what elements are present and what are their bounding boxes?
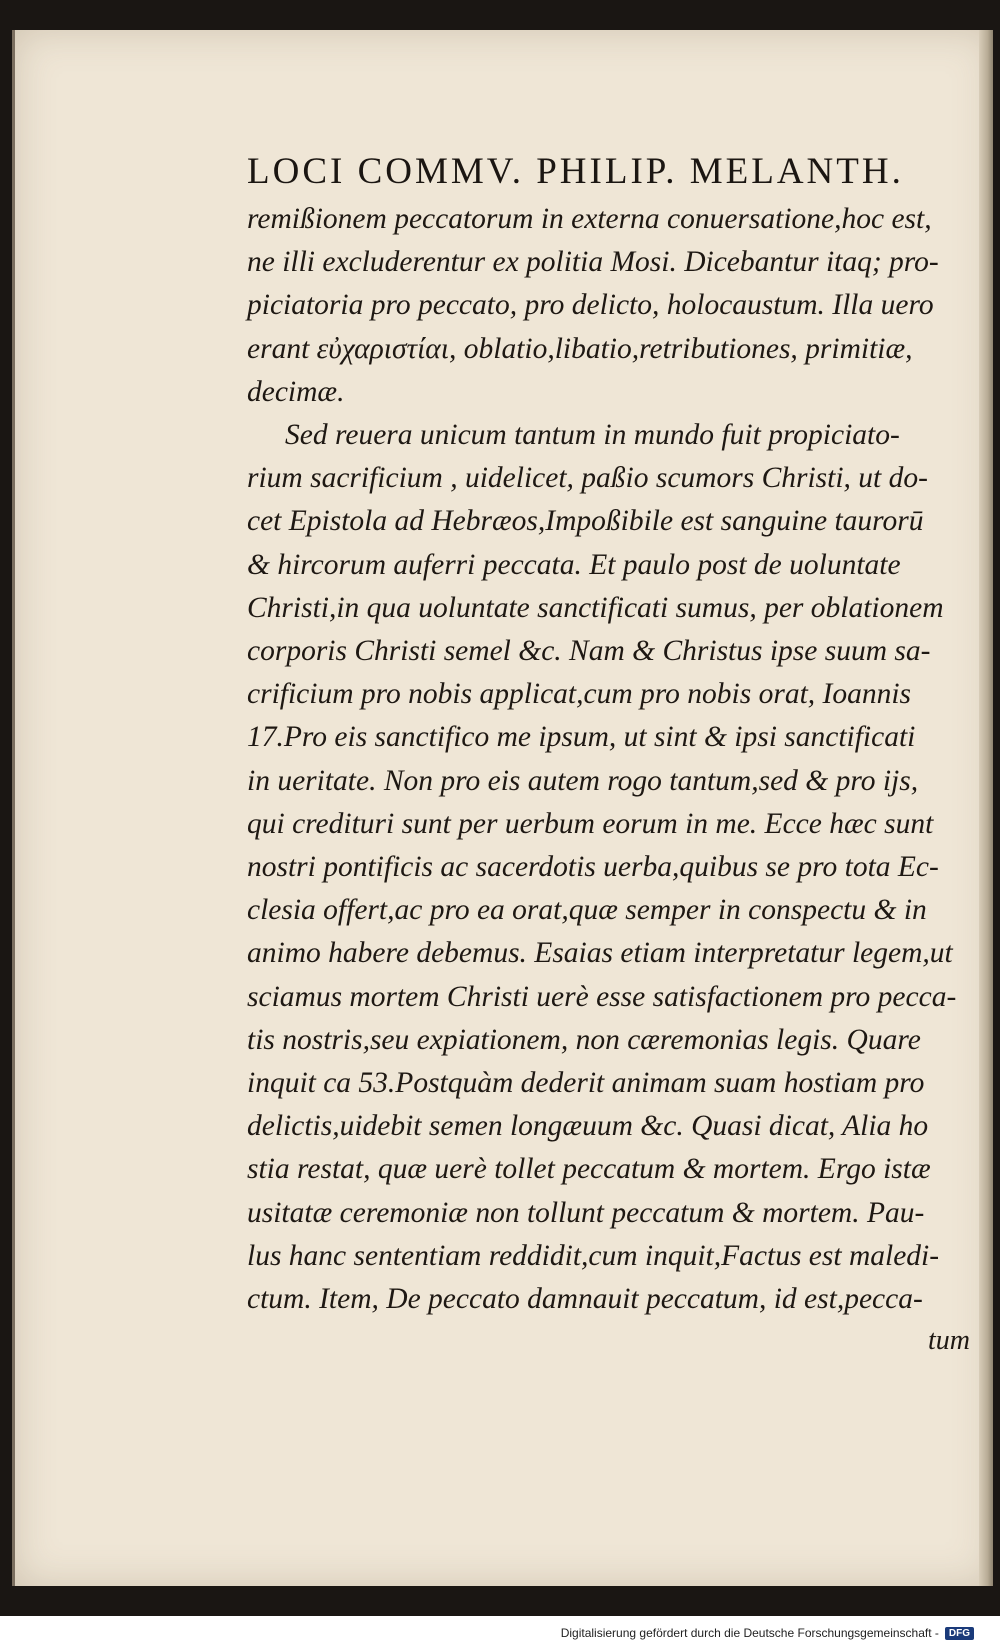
footer-text: Digitalisierung gefördert durch die Deutsche Forschungsgemeinschaft -: [560, 1626, 939, 1640]
text-line: decimæ.: [247, 375, 345, 408]
text-line: tis nostris,seu expiationem, non cæremonias legis. Quare: [247, 1023, 921, 1056]
text-line: usitatæ ceremoniæ non tollunt peccatum & mortem. Pau-: [247, 1196, 925, 1229]
dfg-logo: DFG: [945, 1627, 974, 1640]
text-line: inquit ca 53.Postquàm dederit animam suam hostiam pro: [247, 1067, 925, 1100]
text-line: & hircorum auferri peccata. Et paulo post de uoluntate: [247, 548, 901, 581]
text-line: cet Epistola ad Hebræos,Impoßibile est sanguine taurorū: [247, 505, 924, 538]
text-line: delictis,uidebit semen longæuum &c. Quasi dicat, Alia ho: [247, 1110, 929, 1143]
text-line: qui credituri sunt per uerbum eorum in me. Ecce hæc sunt: [247, 807, 934, 840]
text-line: nostri pontificis ac sacerdotis uerba,quibus se pro tota Ec-: [247, 851, 939, 884]
text-line: 17.Pro eis sanctifico me ipsum, ut sint & ipsi sanctificati: [247, 721, 916, 754]
text-line: corporis Christi semel &c. Nam & Christus ipse suum sa-: [247, 635, 931, 668]
text-line: lus hanc sententiam reddidit,cum inquit,Factus est maledi-: [247, 1239, 940, 1272]
text-line: piciatoria pro peccato, pro delicto, holocaustum. Illa uero: [247, 289, 934, 322]
text-line: ne illi excluderentur ex politia Mosi. Dicebantur itaq; pro-: [247, 246, 939, 279]
text-line: Christi,in qua uoluntate sanctificati sumus, per oblationem: [247, 591, 944, 624]
text-line: sciamus mortem Christi uerè esse satisfactionem pro pecca-: [247, 980, 957, 1013]
running-head: LOCI COMMV. PHILIP. MELANTH.: [247, 151, 904, 192]
text-line: clesia offert,ac pro ea orat,quæ semper in conspectu & in: [247, 894, 927, 927]
book-page: [12, 30, 993, 1586]
text-line: ctum. Item, De peccato damnauit peccatum, id est,pecca-: [247, 1283, 923, 1316]
text-line: animo habere debemus. Esaias etiam interpretatur legem,ut: [247, 937, 953, 970]
text-line: crificium pro nobis applicat,cum pro nobis orat, Ioannis: [247, 678, 912, 711]
text-line: stia restat, quæ uerè tollet peccatum & mortem. Ergo istæ: [247, 1153, 931, 1186]
text-block: [247, 148, 982, 1361]
text-line: erant εὐχαριστίαι, oblatio,libatio,retributiones, primitiæ,: [247, 332, 913, 365]
catchword: tum: [928, 1325, 970, 1357]
text-line: remißionem peccatorum in externa conuersatione,hoc est,: [247, 203, 932, 235]
footer-credit: [561, 1626, 974, 1640]
body-text: [247, 198, 982, 1321]
text-line: rium sacrificium , uidelicet, paßio scumors Christi, ut do-: [247, 462, 928, 495]
text-line: in ueritate. Non pro eis autem rogo tantum,sed & pro ijs,: [247, 764, 919, 797]
text-line: Sed reuera unicum tantum in mundo fuit propiciato-: [285, 419, 900, 452]
